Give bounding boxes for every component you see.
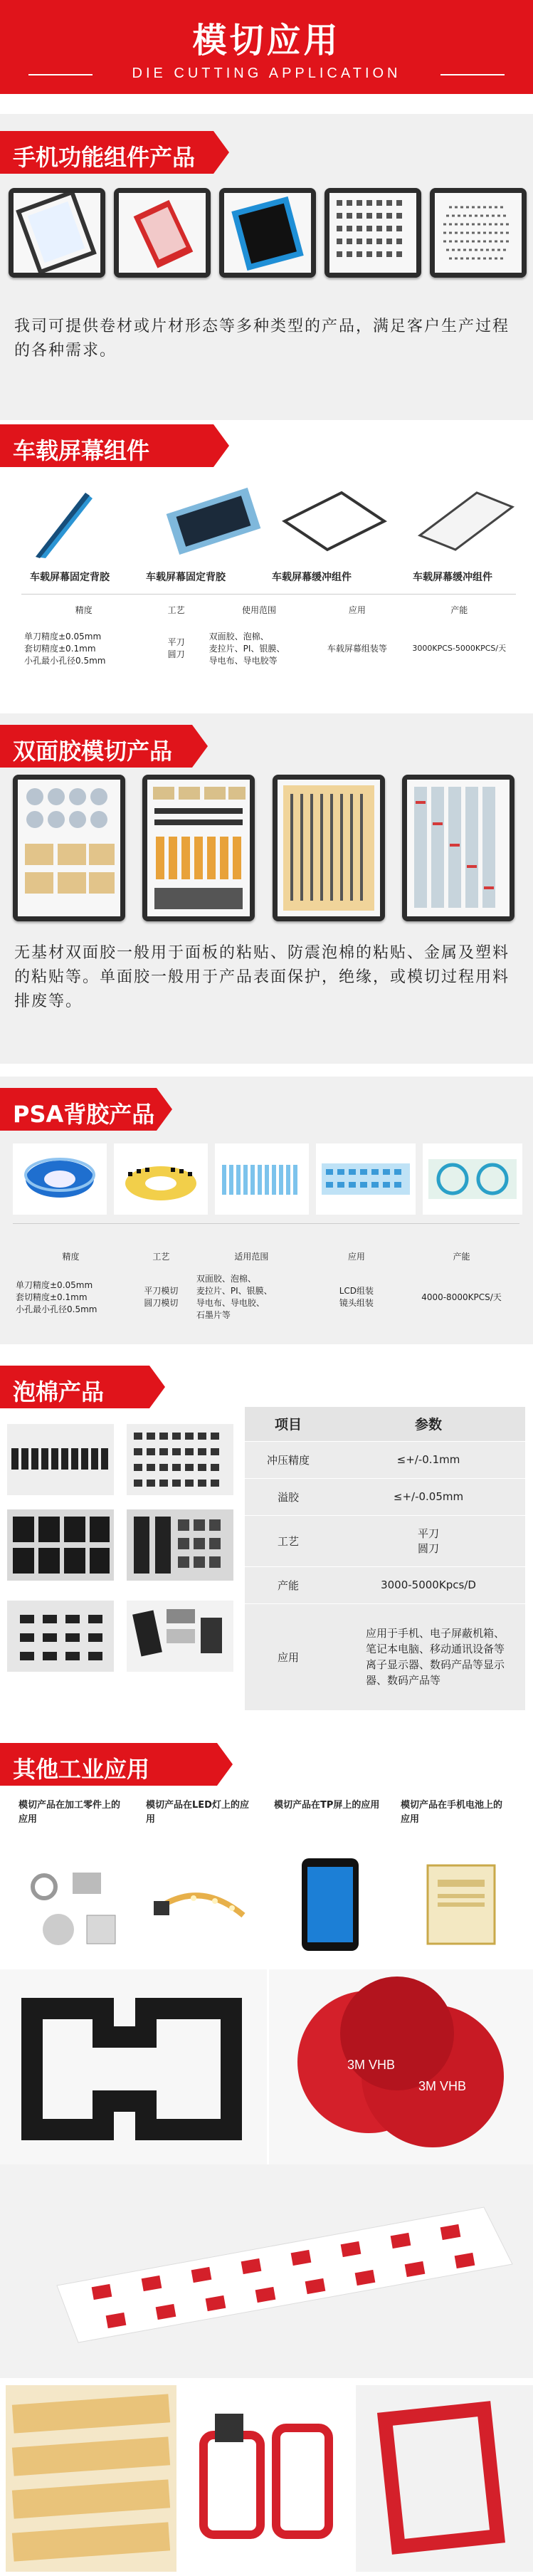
car-th-range: 使用范围	[241, 604, 276, 615]
other-image-red-frames	[184, 2385, 349, 2572]
other-image-tape-rolls	[6, 2385, 176, 2572]
other-image-gasket	[0, 1969, 267, 2170]
page-subtitle: DIE CUTTING APPLICATION	[132, 66, 401, 81]
psa-image-2	[114, 1143, 208, 1215]
car-th-process: 工艺	[167, 604, 185, 615]
foam-image-4	[127, 1509, 233, 1581]
section-psa-notch	[157, 1088, 172, 1131]
foam-row-label-2: 溢胶	[245, 1478, 332, 1515]
section-phone-bar	[0, 131, 213, 174]
section-tape-notch	[192, 725, 208, 768]
other-caption-4: 模切产品在手机电池上的应用	[401, 1800, 503, 1825]
section-phone-notch	[213, 131, 229, 174]
other-image-led	[144, 1851, 258, 1958]
foam-row-value-2: ≤+/-0.05mm	[332, 1478, 525, 1515]
other-image-parts	[16, 1851, 130, 1958]
car-caption-1: 车载屏幕固定背胶	[30, 572, 110, 583]
psa-td-capacity: 4000-8000KPCS/天	[421, 1292, 502, 1302]
section-phone-title: 手机功能组件产品	[13, 144, 196, 171]
other-caption-1: 模切产品在加工零件上的应用	[19, 1800, 121, 1825]
psa-td-process: 平刀模切 圆刀模切	[144, 1286, 179, 1308]
psa-image-3	[215, 1143, 309, 1215]
car-th-precision: 精度	[75, 604, 93, 615]
psa-td-application: LCD组装 镜头组装	[339, 1286, 374, 1308]
car-td-precision: 单刀精度±0.05mm 套切精度±0.1mm 小孔最小孔径0.5mm	[24, 631, 106, 666]
vhb-logo-text-1: 3M VHB	[347, 2058, 396, 2072]
section-psa-bar	[0, 1088, 157, 1131]
section-foam-notch	[149, 1366, 165, 1408]
section-other-title: 其他工业应用	[13, 1756, 150, 1783]
psa-th-range: 适用范围	[234, 1251, 269, 1262]
section-other-notch	[217, 1743, 233, 1786]
foam-th-item: 项目	[245, 1407, 332, 1441]
psa-table-rule	[13, 1223, 519, 1224]
header-banner	[0, 0, 533, 94]
car-th-application: 应用	[348, 604, 366, 615]
phone-product-image-2	[114, 188, 211, 278]
car-td-capacity: 3000KPCS-5000KPCS/天	[412, 644, 507, 653]
tape-description: 无基材双面胶一般用于面板的粘贴、防震泡棉的粘贴、金属及塑料的粘贴等。单面胶一般用于产品表面保护，绝缘，或模切过程用料排废等。	[14, 944, 510, 1010]
phone-product-image-5	[430, 188, 527, 278]
other-image-vhb-sheet	[0, 2164, 533, 2378]
car-td-application: 车载屏幕组装等	[327, 643, 387, 654]
section-car-notch	[213, 424, 229, 467]
other-caption-2: 模切产品在LED灯上的应用	[146, 1800, 249, 1825]
foam-row-value-4: 3000-5000Kpcs/D	[332, 1566, 525, 1603]
phone-product-image-3	[219, 188, 316, 278]
phone-description: 我司可提供卷材或片材形态等多种类型的产品，满足客户生产过程的各种需求。	[14, 318, 510, 360]
psa-image-4	[316, 1143, 416, 1215]
phone-product-image-1	[9, 188, 105, 278]
psa-spec-table	[13, 1247, 519, 1329]
car-caption-2: 车载屏幕固定背胶	[146, 572, 226, 583]
psa-image-5	[423, 1143, 522, 1215]
other-image-vhb-circles	[269, 1969, 533, 2170]
section-tape-bar	[0, 725, 192, 768]
foam-row-label-4: 产能	[245, 1566, 332, 1603]
car-spec-table	[21, 601, 516, 678]
section-foam-bar	[0, 1366, 149, 1408]
foam-image-2	[127, 1424, 233, 1495]
foam-th-param: 参数	[332, 1407, 525, 1441]
vhb-logo-text-2: 3M VHB	[418, 2079, 467, 2093]
other-image-red-outline	[356, 2385, 533, 2572]
tape-product-image-2	[142, 775, 255, 921]
foam-row-value-1: ≤+/-0.1mm	[332, 1441, 525, 1478]
foam-spec-table	[245, 1407, 525, 1711]
section-other-bar	[0, 1743, 217, 1786]
other-image-tp	[273, 1851, 387, 1958]
car-td-process: 平刀 圆刀	[167, 637, 185, 659]
foam-image-6	[127, 1601, 233, 1672]
tape-product-image-1	[13, 775, 125, 921]
psa-th-application: 应用	[347, 1251, 365, 1262]
tape-product-image-3	[273, 775, 385, 921]
car-th-capacity: 产能	[450, 604, 468, 615]
foam-image-3	[7, 1509, 114, 1581]
tape-product-image-4	[402, 775, 514, 921]
page-title: 模切应用	[192, 21, 341, 61]
foam-row-label-5: 应用	[245, 1603, 332, 1710]
foam-image-1	[7, 1424, 114, 1495]
section-car-bar	[0, 424, 213, 467]
other-image-battery	[401, 1851, 522, 1958]
psa-td-precision: 单刀精度±0.05mm 套切精度±0.1mm 小孔最小孔径0.5mm	[16, 1279, 97, 1314]
phone-product-image-4	[324, 188, 421, 278]
psa-th-process: 工艺	[152, 1251, 170, 1262]
psa-th-capacity: 产能	[453, 1251, 470, 1262]
car-caption-3: 车载屏幕缓冲组件	[272, 572, 352, 583]
foam-row-label-1: 冲压精度	[245, 1441, 332, 1478]
foam-row-value-3: 平刀 圆刀	[332, 1515, 525, 1566]
car-product-images	[21, 478, 519, 561]
section-foam-title: 泡棉产品	[13, 1378, 105, 1405]
car-table-rule	[21, 594, 516, 595]
psa-image-1	[13, 1143, 107, 1215]
foam-row-value-5: 应用于手机、电子屏蔽机箱、笔记本电脑、移动通讯设备等离子显示器、数码产品等显示器、数码产品等	[332, 1603, 525, 1710]
car-td-range: 双面胶、泡棉、 麦拉片、PI、银膜、 导电布、导电胶等	[209, 631, 285, 666]
section-tape-title: 双面胶模切产品	[13, 738, 173, 765]
foam-image-5	[7, 1601, 114, 1672]
section-psa-title: PSA背胶产品	[13, 1101, 155, 1128]
car-caption-4: 车载屏幕缓冲组件	[413, 572, 492, 583]
section-car-title: 车载屏幕组件	[13, 437, 150, 464]
other-caption-3: 模切产品在TP屏上的应用	[274, 1800, 380, 1811]
psa-td-range: 双面胶、泡棉、 麦拉片、PI、银膜、 导电布、导电胶、 石墨片等	[196, 1274, 273, 1320]
psa-th-precision: 精度	[62, 1251, 80, 1262]
foam-row-label-3: 工艺	[245, 1515, 332, 1566]
